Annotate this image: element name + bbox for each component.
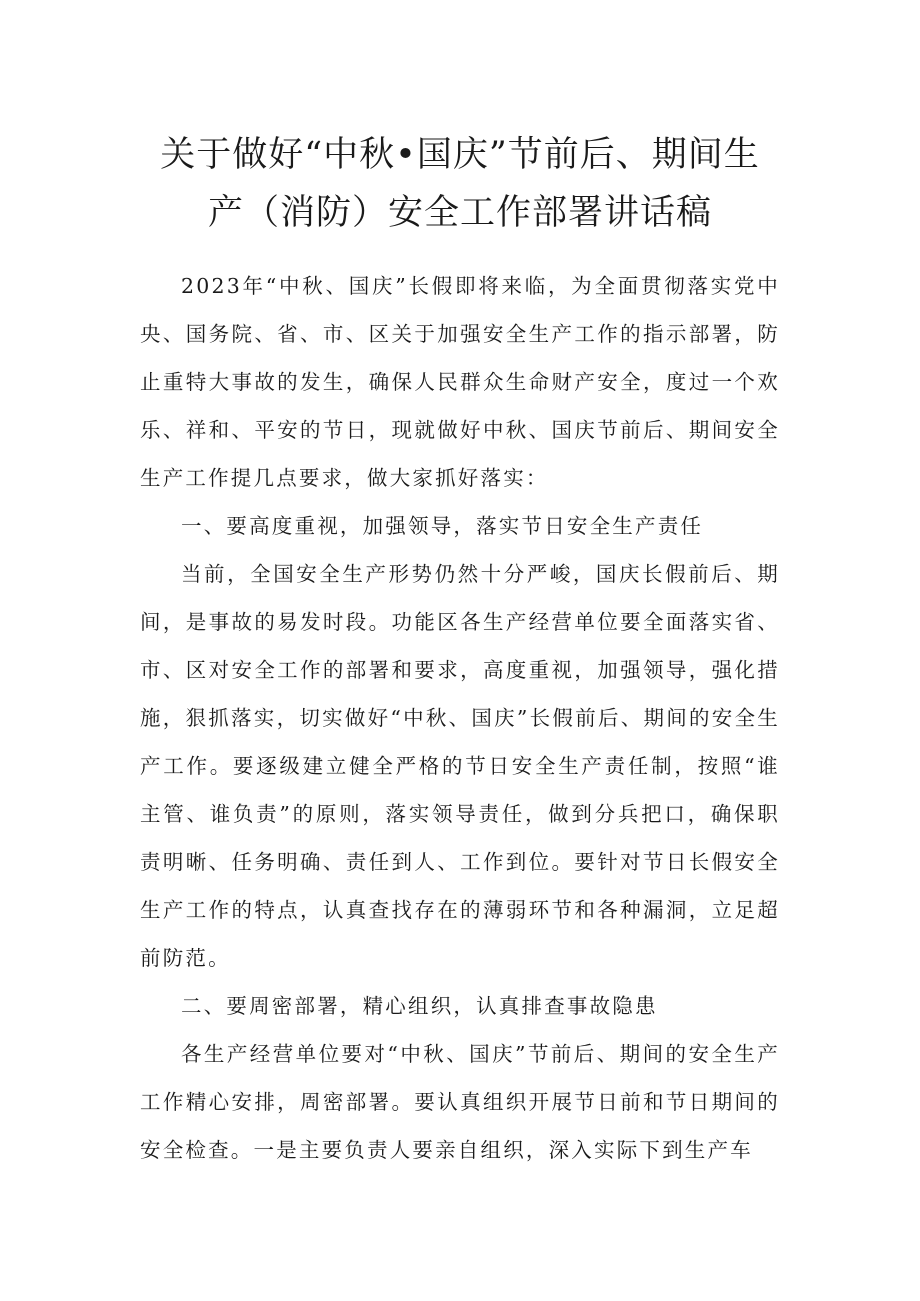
paragraph-intro: 2023年“中秋、国庆”长假即将来临，为全面贯彻落实党中央、国务院、省、市、区关于加强安全生产工作的指示部署，防止重特大事故的发生，确保人民群众生命财产安全，度过一个欢乐、祥和、平安的节日，现就做好中秋、国庆节前后、期间安全生产工作提几点要求，做大家抓好落实： — [140, 274, 780, 490]
paragraph-section-2: 各生产经营单位要对“中秋、国庆”节前后、期间的安全生产工作精心安排，周密部署。要认真组织开展节日前和节日期间的安全检查。一是主要负责人要亲自组织，深入实际下到生产车 — [140, 1042, 780, 1162]
section-heading-1: 一、要高度重视，加强领导，落实节日安全生产责任 — [181, 514, 704, 538]
section-heading-2: 二、要周密部署，精心组织，认真排查事故隐患 — [181, 994, 658, 1018]
paragraph-section-1: 当前，全国安全生产形势仍然十分严峻，国庆长假前后、期间，是事故的易发时段。功能区各生产经营单位要全面落实省、市、区对安全工作的部署和要求，高度重视，加强领导，强化措施，狠抓落实，切实做好“中秋、国庆”长假前后、期间的安全生产工作。要逐级建立健全严格的节日安全生产责任制，按照“谁主管、谁负责”的原则，落实领导责任，做到分兵把口，确保职责明晰、任务明确、责任到人、工作到位。要针对节日长假安全生产工作的特点，认真查找存在的薄弱环节和各种漏洞，立足超前防范。 — [140, 562, 780, 970]
document-body — [140, 262, 780, 1174]
document-title-line-1: 关于做好“中秋•国庆”节前后、期间生 — [160, 135, 760, 175]
document-title-line-2: 产（消防）安全工作部署讲话稿 — [207, 193, 712, 233]
